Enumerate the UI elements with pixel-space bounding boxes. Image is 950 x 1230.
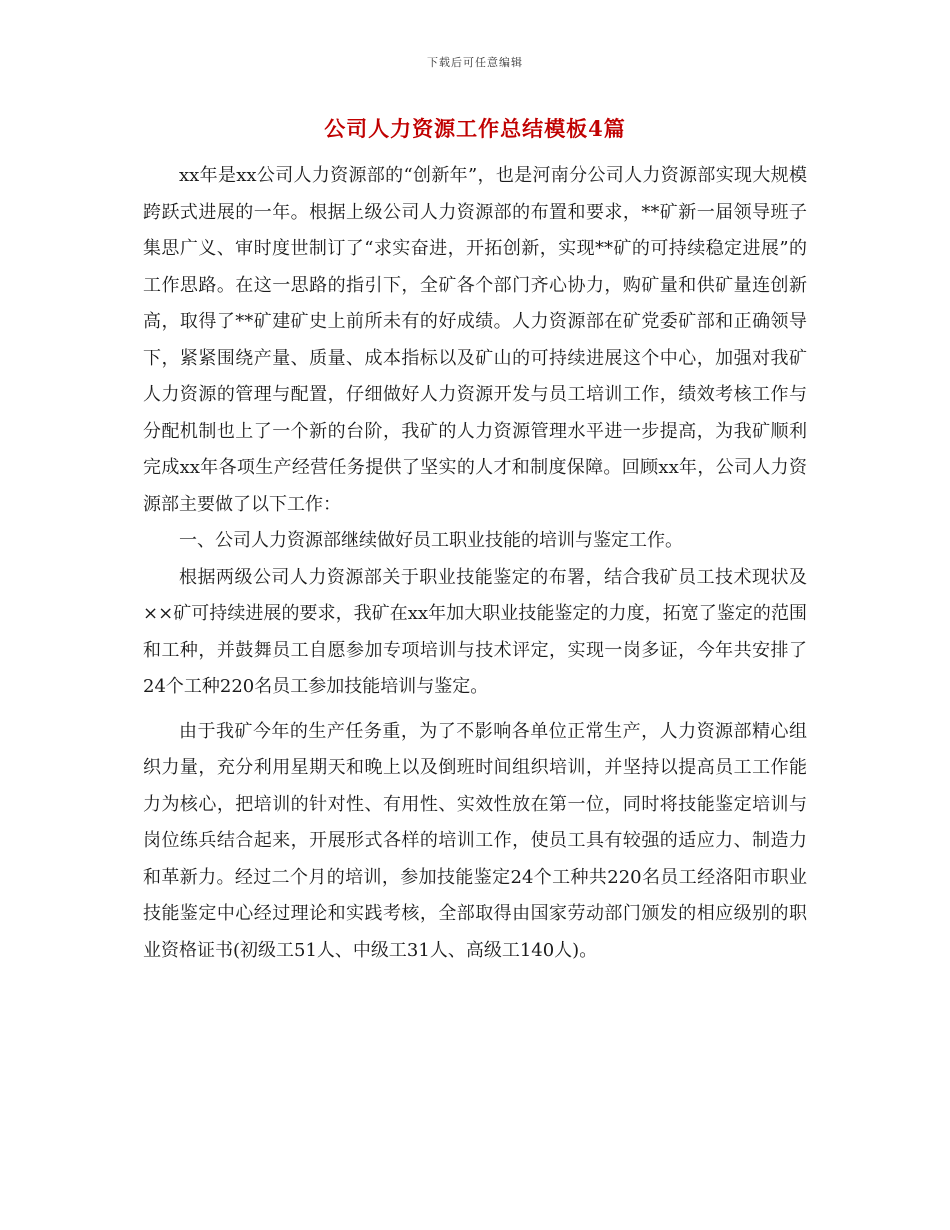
paragraph: xx年是xx公司人力资源部的“创新年”，也是河南分公司人力资源部实现大规模跨跃式进展的一年。根据上级公司人力资源部的布置和要求，**矿新一届领导班子集思广义、审时度世制订了“求实奋进，开拓创新，实现**矿的可持续稳定进展”的工作思路。在这一思路的指引下，全矿各个部门齐心协力，购矿量和供矿量连创新高，取得了**矿建矿史上前所未有的好成绩。人力资源部在矿党委矿部和正确领导下，紧紧围绕产量、质量、成本指标以及矿山的可持续进展这个中心，加强对我矿人力资源的管理与配置，仔细做好人力资源开发与员工培训工作，绩效考核工作与分配机制也上了一个新的台阶，我矿的人力资源管理水平进一步提高，为我矿顺利完成xx年各项生产经营任务提供了坚实的人才和制度保障。回顾xx年，公司人力资源部主要做了以下工作： xyxy=(143,165,807,515)
paragraph: 根据两级公司人力资源部关于职业技能鉴定的布署，结合我矿员工技术现状及××矿可持续进展的要求，我矿在xx年加大职业技能鉴定的力度，拓宽了鉴定的范围和工种，并鼓舞员工自愿参加专项培训与技术评定，实现一岗多证，今年共安排了24个工种220名员工参加技能培训与鉴定。 xyxy=(143,566,807,697)
section-heading: 一、公司人力资源部继续做好员工职业技能的培训与鉴定工作。 xyxy=(179,530,683,551)
header-note: 下载后可任意编辑 xyxy=(427,56,523,69)
document-body xyxy=(143,158,807,969)
document-title: 公司人力资源工作总结模板4篇 xyxy=(324,116,626,141)
paragraph: 由于我矿今年的生产任务重，为了不影响各单位正常生产，人力资源部精心组织力量，充分利用星期天和晚上以及倒班时间组织培训，并坚持以提高员工工作能力为核心，把培训的针对性、有用性、实效性放在第一位，同时将技能鉴定培训与岗位练兵结合起来，开展形式各样的培训工作，使员工具有较强的适应力、制造力和革新力。经过二个月的培训，参加技能鉴定24个工种共220名员工经洛阳市职业技能鉴定中心经过理论和实践考核，全部取得由国家劳动部门颁发的相应级别的职业资格证书(初级工51人、中级工31人、高级工140人)。 xyxy=(143,720,807,961)
